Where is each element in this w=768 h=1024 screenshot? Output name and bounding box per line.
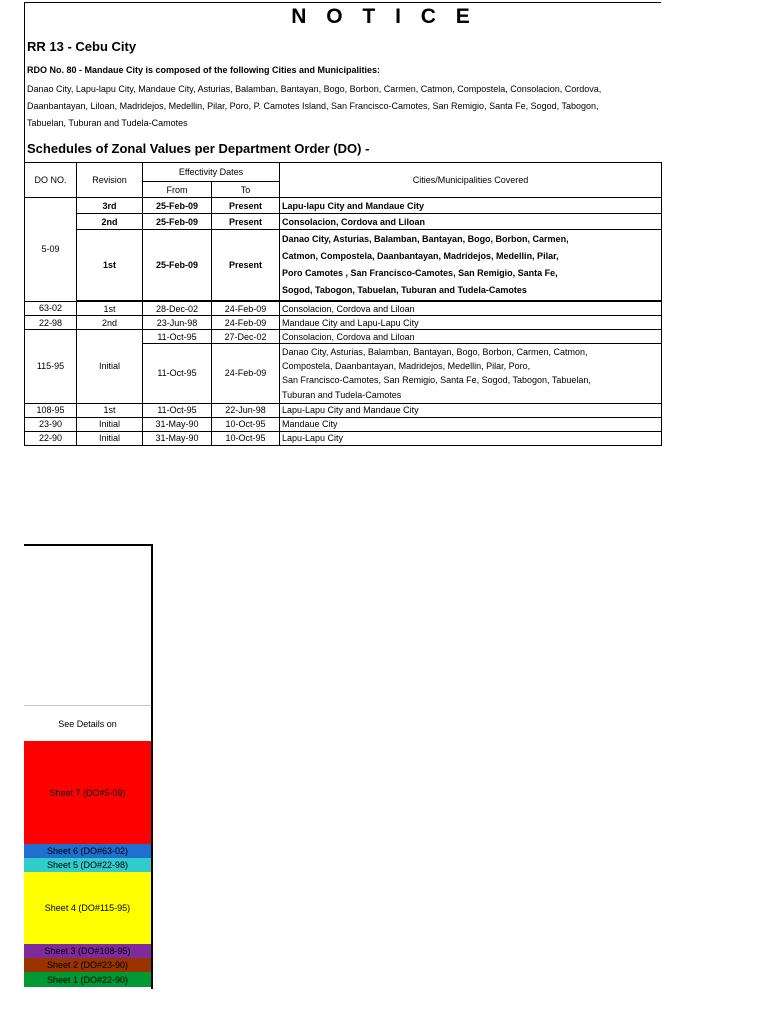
covered-line: Tuburan and Tudela-Camotes bbox=[282, 389, 402, 400]
table-header-row bbox=[25, 163, 662, 182]
covered-cell bbox=[280, 230, 662, 302]
sheet-7-link[interactable]: Sheet 7 (DO#5-09) bbox=[24, 741, 151, 844]
from-cell: 11-Oct-95 bbox=[143, 330, 212, 344]
revision-cell: Initial bbox=[77, 431, 143, 445]
table-row bbox=[25, 417, 662, 431]
do-cell: 63-02 bbox=[25, 301, 77, 316]
table-row bbox=[25, 431, 662, 445]
from-cell: 25-Feb-09 bbox=[143, 230, 212, 302]
table-row bbox=[25, 403, 662, 417]
covered-cell: Consolacion, Cordova and Liloan bbox=[280, 301, 662, 316]
covered-line: Danao City, Asturias, Balamban, Bantayan, Bogo, Borbon, Carmen, Catmon, bbox=[282, 347, 588, 357]
sheet-4-link[interactable]: Sheet 4 (DO#115-95) bbox=[24, 872, 151, 944]
see-details-label: See Details on bbox=[24, 705, 151, 742]
covered-cell: Lapu-Lapu City bbox=[280, 431, 662, 445]
table-row bbox=[25, 214, 662, 230]
covered-cell: Consolacion, Cordova and Liloan bbox=[280, 214, 662, 230]
from-cell: 25-Feb-09 bbox=[143, 214, 212, 230]
from-cell: 28-Dec-02 bbox=[143, 301, 212, 316]
revision-cell: 1st bbox=[77, 301, 143, 316]
table-row bbox=[25, 316, 662, 330]
do-cell: 22-90 bbox=[25, 431, 77, 445]
do-cell: 5-09 bbox=[25, 198, 77, 302]
from-cell: 31-May-90 bbox=[143, 431, 212, 445]
sheet-5-link[interactable]: Sheet 5 (DO#22-98) bbox=[24, 858, 151, 872]
to-cell: Present bbox=[212, 230, 280, 302]
sheet-1-link[interactable]: Sheet 1 (DO#22-90) bbox=[24, 972, 151, 987]
table-row bbox=[25, 330, 662, 344]
to-cell: 10-Oct-95 bbox=[212, 431, 280, 445]
zonal-schedule-table bbox=[24, 162, 662, 446]
from-cell: 31-May-90 bbox=[143, 417, 212, 431]
table-row bbox=[25, 198, 662, 214]
covered-cell: Mandaue City bbox=[280, 417, 662, 431]
col-covered: Cities/Municipalities Covered bbox=[280, 163, 662, 198]
col-effectivity: Effectivity Dates bbox=[143, 163, 280, 182]
to-cell: Present bbox=[212, 198, 280, 214]
covered-line: San Francisco-Camotes, San Remigio, Santa Fe, Sogod, Tabogon, Tabuelan, bbox=[282, 375, 591, 386]
revision-cell: 3rd bbox=[77, 198, 143, 214]
to-cell: 22-Jun-98 bbox=[212, 403, 280, 417]
from-cell: 11-Oct-95 bbox=[143, 403, 212, 417]
covered-cell: Mandaue City and Lapu-Lapu City bbox=[280, 316, 662, 330]
sheet-6-link[interactable]: Sheet 6 (DO#63-02) bbox=[24, 844, 151, 858]
to-cell: 10-Oct-95 bbox=[212, 417, 280, 431]
covered-cell: Consolacion, Cordova and Liloan bbox=[280, 330, 662, 344]
covered-line: Compostela, Daanbantayan, Madridejos, Medellin, Pilar, Poro, bbox=[282, 361, 531, 372]
rdo-line: RDO No. 80 - Mandaue City is composed of the following Cities and Municipalities: bbox=[27, 65, 381, 75]
rr-heading: RR 13 - Cebu City bbox=[27, 39, 137, 54]
covered-cell: Lapu-Lapu City and Mandaue City bbox=[280, 403, 662, 417]
sheet-2-link[interactable]: Sheet 2 (DO#23-90) bbox=[24, 958, 151, 972]
cities-line: Danao City, Lapu-lapu City, Mandaue City, Asturias, Balamban, Bantayan, Bogo, Borbon, Carmen, Catmon, Compostela, Consolacion, Cordova, bbox=[27, 84, 602, 94]
revision-cell: 1st bbox=[77, 230, 143, 302]
to-cell: Present bbox=[212, 214, 280, 230]
from-cell: 11-Oct-95 bbox=[143, 344, 212, 404]
to-cell: 27-Dec-02 bbox=[212, 330, 280, 344]
notice-title: N O T I C E bbox=[291, 5, 477, 28]
covered-cell bbox=[280, 344, 662, 404]
col-to: To bbox=[212, 182, 280, 198]
revision-cell: 2nd bbox=[77, 316, 143, 330]
from-cell: 23-Jun-98 bbox=[143, 316, 212, 330]
covered-cell: Lapu-lapu City and Mandaue City bbox=[280, 198, 662, 214]
revision-cell: Initial bbox=[77, 417, 143, 431]
cities-line: Tabuelan, Tuburan and Tudela-Camotes bbox=[27, 118, 188, 128]
covered-line: Poro Camotes , San Francisco-Camotes, San Remigio, Santa Fe, bbox=[282, 268, 558, 278]
from-cell: 25-Feb-09 bbox=[143, 198, 212, 214]
covered-line: Danao City, Asturias, Balamban, Bantayan, Bogo, Borbon, Carmen, bbox=[282, 234, 569, 244]
do-cell: 22-98 bbox=[25, 316, 77, 330]
do-cell: 115-95 bbox=[25, 330, 77, 404]
cities-list bbox=[27, 81, 659, 132]
to-cell: 24-Feb-09 bbox=[212, 301, 280, 316]
revision-cell: 2nd bbox=[77, 214, 143, 230]
col-revision: Revision bbox=[77, 163, 143, 198]
table-row bbox=[25, 301, 662, 316]
do-cell: 23-90 bbox=[25, 417, 77, 431]
do-cell: 108-95 bbox=[25, 403, 77, 417]
covered-line: Sogod, Tabogon, Tabuelan, Tuburan and Tudela-Camotes bbox=[282, 285, 527, 295]
table-row bbox=[25, 230, 662, 302]
revision-cell: 1st bbox=[77, 403, 143, 417]
revision-cell: Initial bbox=[77, 330, 143, 404]
col-from: From bbox=[143, 182, 212, 198]
schedule-heading: Schedules of Zonal Values per Department Order (DO) - bbox=[27, 141, 370, 156]
col-do-no: DO NO. bbox=[25, 163, 77, 198]
sheet-3-link[interactable]: Sheet 3 (DO#108-95) bbox=[24, 944, 151, 958]
to-cell: 24-Feb-09 bbox=[212, 316, 280, 330]
to-cell: 24-Feb-09 bbox=[212, 344, 280, 404]
cities-line: Daanbantayan, Liloan, Madridejos, Medellin, Pilar, Poro, P. Camotes Island, San Francisco-Camotes, San Remigio, Santa Fe, Sogod, Tabogon, bbox=[27, 101, 599, 111]
covered-line: Catmon, Compostela, Daanbantayan, Madridejos, Medellin, Pilar, bbox=[282, 251, 559, 261]
